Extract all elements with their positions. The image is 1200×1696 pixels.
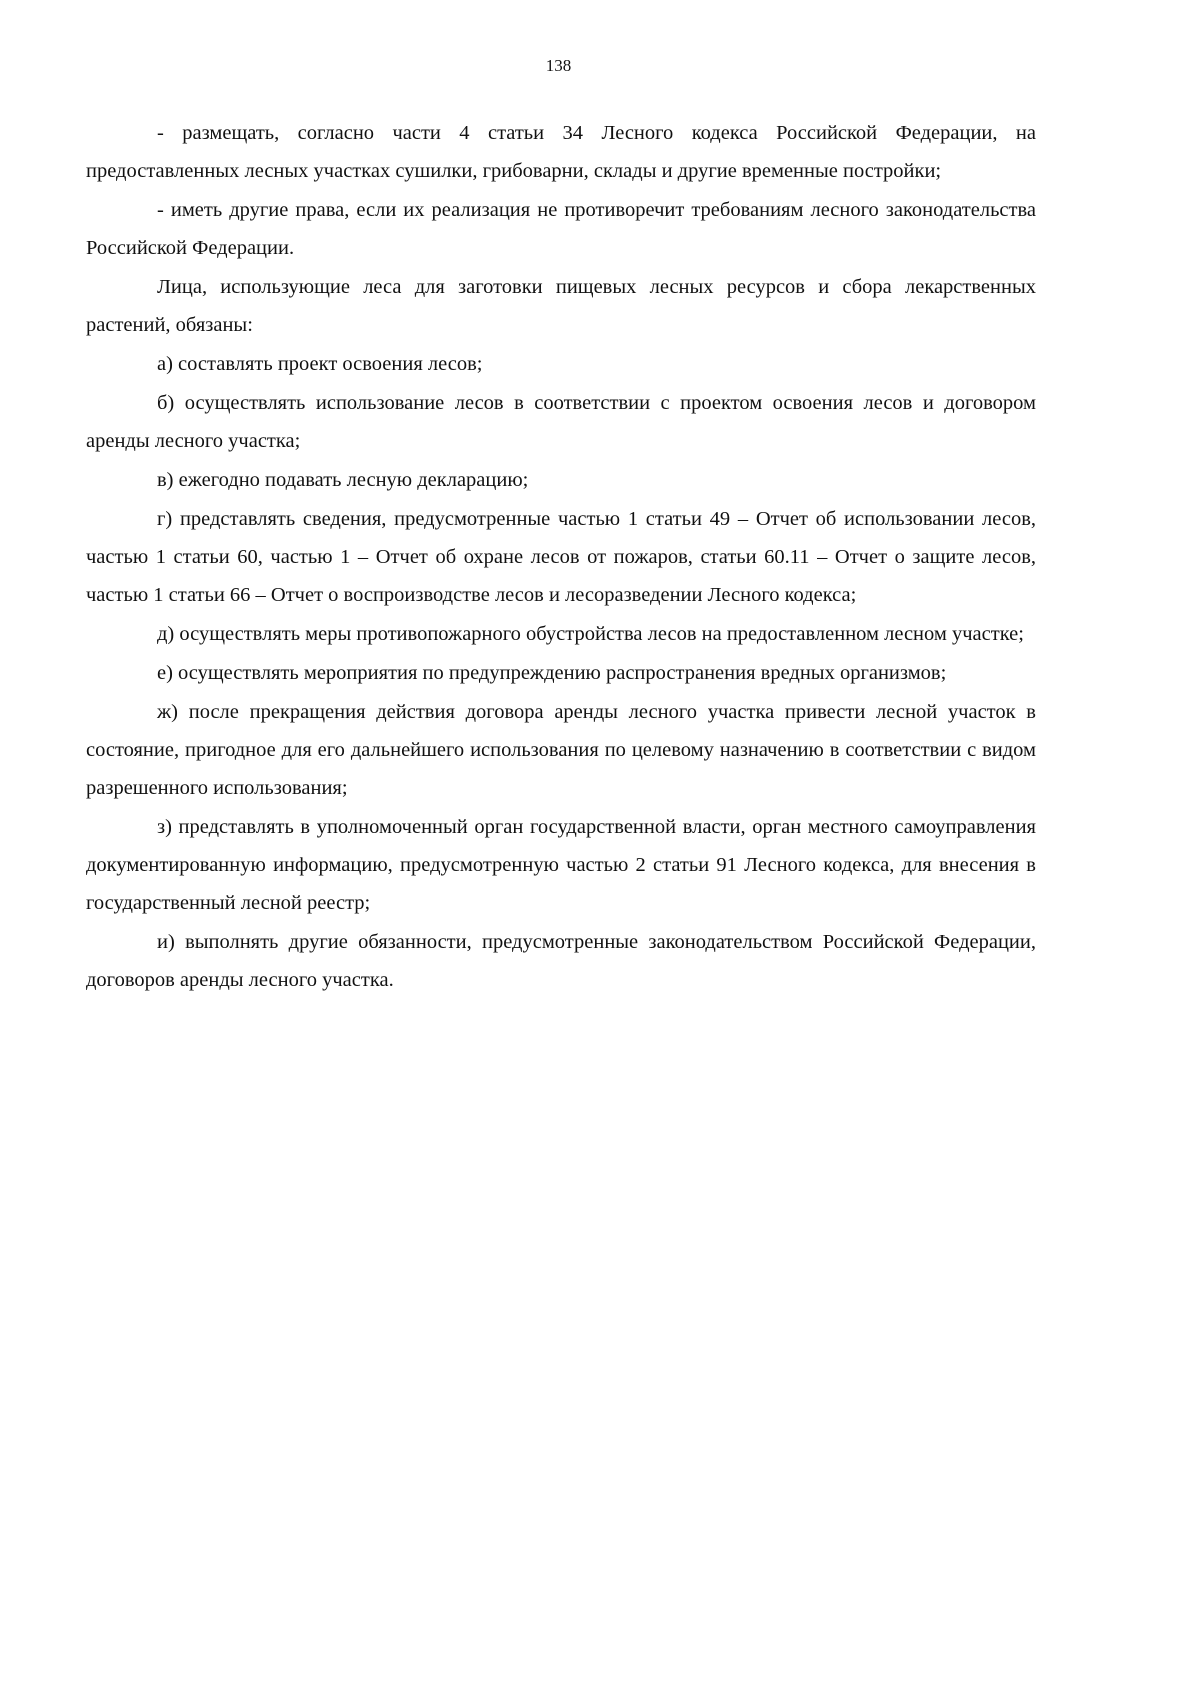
paragraph: - иметь другие права, если их реализация не противоречит требованиям лесного законодательства Российской Федерации.	[86, 199, 1036, 259]
page-number: 138	[545, 56, 572, 75]
paragraph: г) представлять сведения, предусмотренные частью 1 статьи 49 – Отчет об использовании лесов, частью 1 статьи 60, частью 1 – Отчет об охране лесов от пожаров, статьи 60.11 – Отчет о защите лесов, частью 1 статьи 66 – Отчет о воспроизводстве лесов и лесоразведении Лесного кодекса;	[86, 508, 1036, 606]
document-body	[86, 114, 1036, 1000]
paragraph: - размещать, согласно части 4 статьи 34 Лесного кодекса Российской Федерации, на предоставленных лесных участках сушилки, грибоварни, склады и другие временные постройки;	[86, 122, 1036, 182]
paragraph: д) осуществлять меры противопожарного обустройства лесов на предоставленном лесном участке;	[157, 623, 1024, 645]
paragraph: з) представлять в уполномоченный орган государственной власти, орган местного самоуправления документированную информацию, предусмотренную частью 2 статьи 91 Лесного кодекса, для внесения в государственный лесной реестр;	[86, 816, 1036, 914]
paragraph: е) осуществлять мероприятия по предупреждению распространения вредных организмов;	[157, 662, 947, 684]
paragraph: Лица, использующие леса для заготовки пищевых лесных ресурсов и сбора лекарственных растений, обязаны:	[86, 276, 1036, 336]
paragraph: и) выполнять другие обязанности, предусмотренные законодательством Российской Федерации, договоров аренды лесного участка.	[86, 931, 1036, 991]
paragraph: в) ежегодно подавать лесную декларацию;	[157, 469, 529, 491]
paragraph: б) осуществлять использование лесов в соответствии с проектом освоения лесов и договором аренды лесного участка;	[86, 392, 1036, 452]
paragraph: а) составлять проект освоения лесов;	[157, 353, 483, 375]
paragraph: ж) после прекращения действия договора аренды лесного участка привести лесной участок в состояние, пригодное для его дальнейшего использования по целевому назначению в соответствии с видом разрешенного использования;	[86, 701, 1036, 799]
